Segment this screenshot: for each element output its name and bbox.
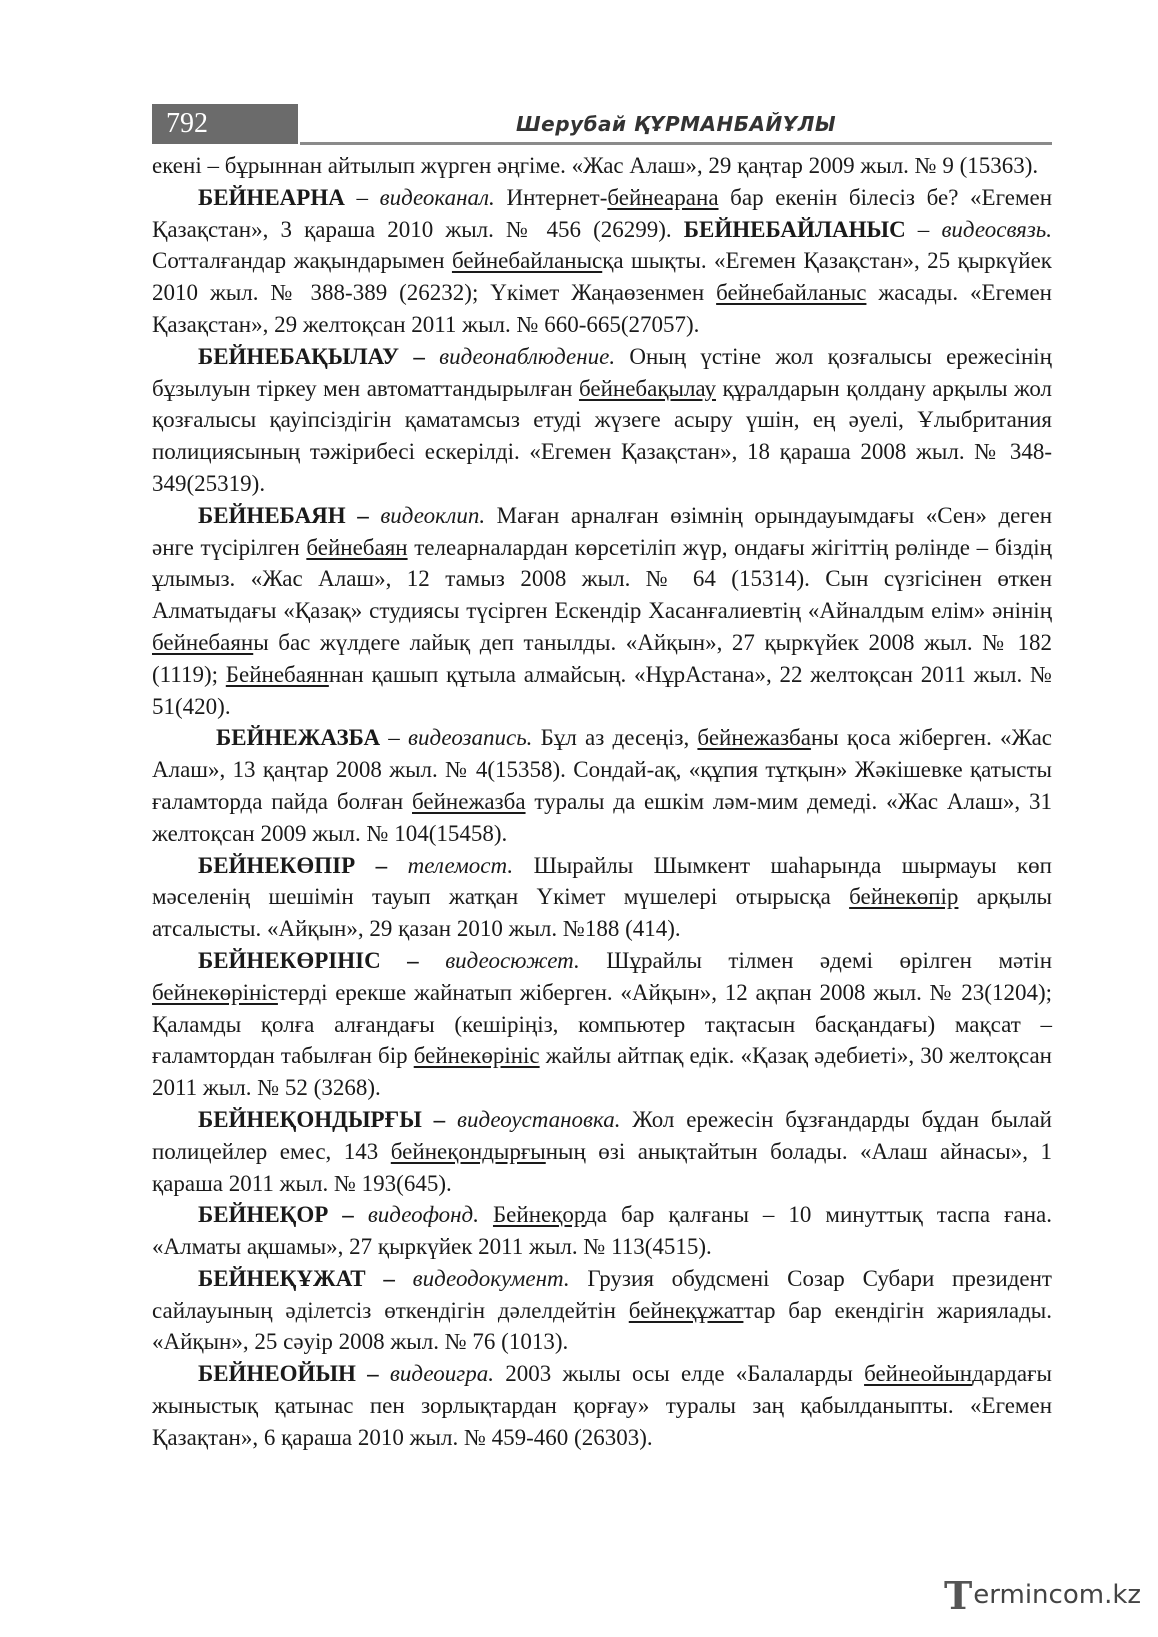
underlined-term: Бейнеқор [492, 1202, 586, 1228]
entry-paragraph [152, 1263, 1052, 1358]
underlined-term: бейнебақылау [578, 375, 716, 401]
text-run: қа шықты. «Егемен Қазақстан», 25 қыркүйек 2010 жыл. № 388-389 (26232); Үкімет Жаңаөзенмен [152, 248, 1052, 306]
entry-paragraph [152, 850, 1052, 945]
text-run: нан қашып құтыла алмайсың. «НұрАстана», 22 желтоқсан 2011 жыл. № 51(420). [152, 661, 1052, 719]
russian-gloss: видеоканал. [379, 184, 495, 210]
underlined-term: бейнеқондырғы [390, 1138, 546, 1164]
running-head: Шерубай ҚҰРМАНБАЙҰЛЫ [515, 112, 837, 136]
underlined-term: Бейнебаян [225, 661, 329, 687]
headword: БЕЙНЕҚҰЖАТ – [198, 1265, 413, 1291]
text-run: Оның үстіне жол қозғалысы ережесінің бұзылуын тіркеу мен автоматтандырылған [152, 343, 1052, 401]
text-run: да бар қалғаны – 10 минуттық таспа ғана. «Алматы ақшамы», 27 қыркүйек 2011 жыл. № 113(4515). [152, 1202, 1053, 1260]
text-body [152, 150, 1052, 1454]
entry-paragraph [152, 1199, 1052, 1263]
headword: БЕЙНЕОЙЫН – [198, 1361, 390, 1387]
headword: БЕЙНЕКӨРІНІС – [198, 947, 446, 973]
underlined-term: бейнекөрініс [413, 1043, 540, 1069]
headword: БЕЙНЕБАЙЛАНЫС [683, 216, 906, 242]
text-run: жайлы айтпақ едік. «Қазақ әдебиеті», 30 желтоқсан 2011 жыл. № 52 (3268). [152, 1043, 1052, 1101]
russian-gloss: видеоигра. [389, 1361, 494, 1387]
underlined-term: бейнежазба [412, 788, 526, 814]
text-run: ның өзі анықтайтын болады. «Алаш айнасы», 1 қараша 2011 жыл. № 193(645). [152, 1138, 1052, 1196]
russian-gloss: видеоустановка. [456, 1106, 621, 1132]
entry-paragraph [152, 500, 1052, 723]
underlined-term: бейнекөпір [849, 884, 959, 910]
text-run: ны қоса жіберген. «Жас Алаш», 13 қаңтар 2008 жыл. № 4(15358). Сондай-ақ, «құпия тұтқын» Жәкішевке қатысты ғаламторда пайда болған [152, 725, 1052, 814]
header-rule [300, 142, 1052, 145]
underlined-term: бейнеойын [864, 1361, 973, 1387]
russian-gloss: видеосвязь. [941, 216, 1053, 242]
russian-gloss: видеонаблюдение. [439, 343, 616, 369]
text-run: құралдарын қолдану арқылы жол қозғалысы қауіпсіздігін қаматамсыз етуді жүзеге асыру үшін, ең әуелі, Ұлыбритания полициясының тәжірибесі ескерілді. «Егемен Қазақстан», 18 қараша 2008 жыл. № 348-349(25319). [152, 375, 1053, 496]
underlined-term: бейнеқұжат [628, 1297, 744, 1323]
entry-paragraph [152, 182, 1052, 341]
text-run: Шұрайлы тілмен әдемі өрілген мәтін [579, 947, 1052, 973]
underlined-term: бейнебаян [306, 534, 408, 560]
entry-paragraph [152, 341, 1052, 500]
watermark-letter: T [944, 1572, 973, 1618]
watermark-text: ermincom.kz [973, 1580, 1142, 1610]
text-run: туралы да ешкім ләм-мим демеді. «Жас Алаш», 31 желтоқсан 2009 жыл. № 104(15458). [152, 788, 1052, 846]
underlined-term: бейнежазба [697, 725, 811, 751]
text-run: ы бас жүлдеге лайық деп танылды. «Айқын», 27 қыркүйек 2008 жыл. № 182 (1119); [152, 629, 1052, 687]
text-run: – [905, 216, 942, 242]
entry-paragraph [152, 1104, 1052, 1199]
underlined-term: бейнебайланыс [716, 280, 867, 306]
headword: БЕЙНЕБАЯН – [198, 502, 381, 528]
text-run: 2003 жылы осы елде «Балаларды [493, 1361, 865, 1387]
headword: БЕЙНЕЖАЗБА [216, 725, 381, 751]
russian-gloss: видеоклип. [380, 502, 486, 528]
underlined-term: бейнебаян [152, 629, 254, 655]
watermark-logo [944, 1570, 1144, 1620]
text-run: Бұл аз десеңіз, [532, 725, 698, 751]
text-run: Маған арналған өзімнің орындауымдағы «Сен» деген әнге түсірілген [152, 502, 1052, 560]
entry-paragraph [152, 1358, 1052, 1453]
underlined-term: бейнебайланыс [451, 248, 603, 274]
text-run: Интернет- [494, 184, 608, 210]
text-run: тар бар екендігін жариялады. «Айқын», 25 сәуір 2008 жыл. № 76 (1013). [152, 1297, 1052, 1355]
entry-paragraph [152, 722, 1052, 849]
headword: БЕЙНЕҚОНДЫРҒЫ – [198, 1106, 457, 1132]
text-run: дардағы жыныстық қатынас пен зорлықтардан қорғау» туралы заң қабылданыпты. «Егемен Қазақтан», 6 қараша 2010 жыл. № 459-460 (26303). [152, 1361, 1052, 1450]
headword: БЕЙНЕҚОР – [198, 1202, 368, 1228]
text-run: жасады. «Егемен Қазақстан», 29 желтоқсан 2011 жыл. № 660-665(27057). [152, 280, 1052, 337]
text-run: Грузия обудсмені Созар Субари президент сайлауының әділетсіз өткендігін дәлелдейтін [152, 1265, 1052, 1323]
text-run: Жол ережесін бұзғандарды бұдан былай полицейлер емес, 143 [152, 1106, 1052, 1164]
text-run: екені – бұрыннан айтылып жүрген әңгіме. «Жас Алаш», 29 қаңтар 2009 жыл. № 9 (15363). [152, 153, 1039, 178]
entry-paragraph [152, 945, 1052, 1104]
text-run: – [380, 725, 409, 751]
text-run [479, 1202, 493, 1227]
russian-gloss: видеодокумент. [412, 1265, 570, 1291]
text-run: Сотталғандар жақындарымен [152, 248, 452, 274]
headword: БЕЙНЕКӨПІР – [198, 852, 408, 878]
text-run: – [344, 184, 380, 210]
russian-gloss: видеосюжет. [445, 947, 580, 973]
text-run: телеарналардан көрсетіліп жүр, ондағы жігіттің рөлінде – біздің ұлымыз. «Жас Алаш», 12 тамыз 2008 жыл. № 64 (15314). Сын сүзгісінен өткен Алматыдағы «Қазақ» студиясы түсірген Ескендір Хасанғалиевтің «Айналдым елім» әнінің [152, 534, 1052, 624]
headword: БЕЙНЕБАҚЫЛАУ – [198, 343, 440, 369]
text-run: Шырайлы Шымкент шаһарында шырмауы көп мәселенің шешімін тауып жатқан Үкімет мүшелері отырысқа [152, 852, 1052, 910]
underlined-term: бейнекөрініс [152, 979, 278, 1005]
page-number: 792 [166, 108, 208, 139]
page-number-box [152, 104, 298, 144]
text-run: терді ерекше жайнатып жіберген. «Айқын», 12 ақпан 2008 жыл. № 23(1204); Қаламды қолға алғандағы (кешіріңіз, компьютер тақтасын басқандағы) мақсат – ғаламтордан табылған бір [152, 979, 1052, 1069]
entry-paragraph [152, 150, 1052, 182]
russian-gloss: видеозапись. [408, 725, 533, 751]
russian-gloss: телемост. [407, 852, 514, 878]
text-run: бар екенін білесіз бе? «Егемен Қазақстан», 3 қараша 2010 жыл. № 456 (26299). [152, 184, 1053, 242]
russian-gloss: видеофонд. [367, 1202, 479, 1228]
headword: БЕЙНЕАРНА [198, 184, 345, 210]
text-run: арқылы атсалысты. «Айқын», 29 қазан 2010 жыл. №188 (414). [152, 884, 1052, 942]
underlined-term: бейнеарана [607, 184, 719, 210]
